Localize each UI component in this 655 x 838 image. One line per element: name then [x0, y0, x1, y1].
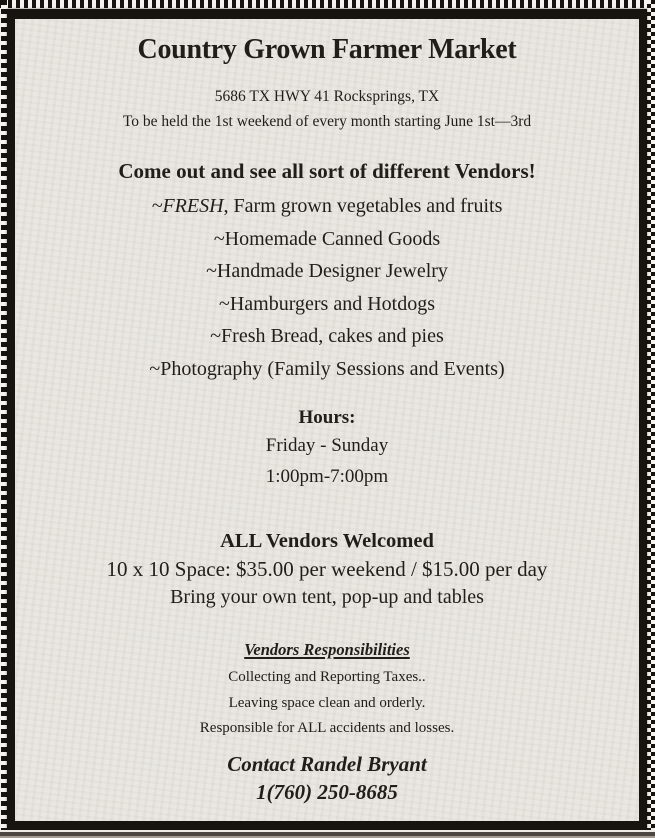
equipment-line: Bring your own tent, pop-up and tables [170, 586, 484, 608]
pricing-line: 10 x 10 Space: $35.00 per weekend / $15.00 per day [106, 557, 548, 581]
vendor-item-text: ~Handmade Designer Jewelry [206, 260, 448, 282]
bottom-scan-strip [0, 830, 655, 838]
vendor-item-text: ~Hamburgers and Hotdogs [219, 292, 435, 315]
vendor-item-text: ~Fresh Bread, cakes and pies [210, 325, 444, 347]
vendor-item-text: , Farm grown vegetables and fruits [223, 195, 503, 217]
responsibility-item: Collecting and Reporting Taxes.. [228, 669, 426, 685]
vendor-item-text: ~Homemade Canned Goods [213, 227, 441, 250]
vendor-item [15, 255, 639, 288]
contact-name: Contact Randel Bryant [227, 751, 427, 776]
vendor-item-text: ~Photography (Family Sessions and Events) [149, 357, 505, 380]
hours-heading: Hours: [298, 407, 356, 428]
flyer-title: Country Grown Farmer Market [137, 34, 517, 65]
vendor-item-emphasis: ~FRESH [151, 195, 224, 217]
all-vendors-heading: ALL Vendors Welcomed [220, 530, 434, 552]
responsibility-item: Responsible for ALL accidents and losses. [199, 720, 455, 736]
address-line: 5686 TX HWY 41 Rocksprings, TX [214, 88, 440, 105]
contact-phone: 1(760) 250-8685 [256, 779, 398, 804]
vendor-item [15, 190, 639, 223]
hours-days: Friday - Sunday [265, 435, 389, 456]
responsibility-item: Leaving space clean and orderly. [228, 694, 426, 711]
schedule-line: To be held the 1st weekend of every month starting June 1st—3rd [122, 113, 532, 130]
vendor-item [15, 320, 639, 353]
flyer-frame [7, 9, 647, 830]
border-ticks-top [0, 0, 655, 8]
vendor-item [15, 353, 639, 386]
vendor-item [15, 223, 639, 256]
vendor-list [15, 190, 639, 385]
responsibilities-heading: Vendors Responsibilities [244, 640, 410, 659]
responsibilities-list [15, 665, 639, 742]
vendor-item [15, 288, 639, 321]
border-ticks-right [647, 0, 655, 830]
hours-time: 1:00pm-7:00pm [265, 466, 389, 487]
flyer-paper [15, 19, 639, 821]
vendors-heading: Come out and see all sort of different Vendors! [118, 159, 536, 183]
